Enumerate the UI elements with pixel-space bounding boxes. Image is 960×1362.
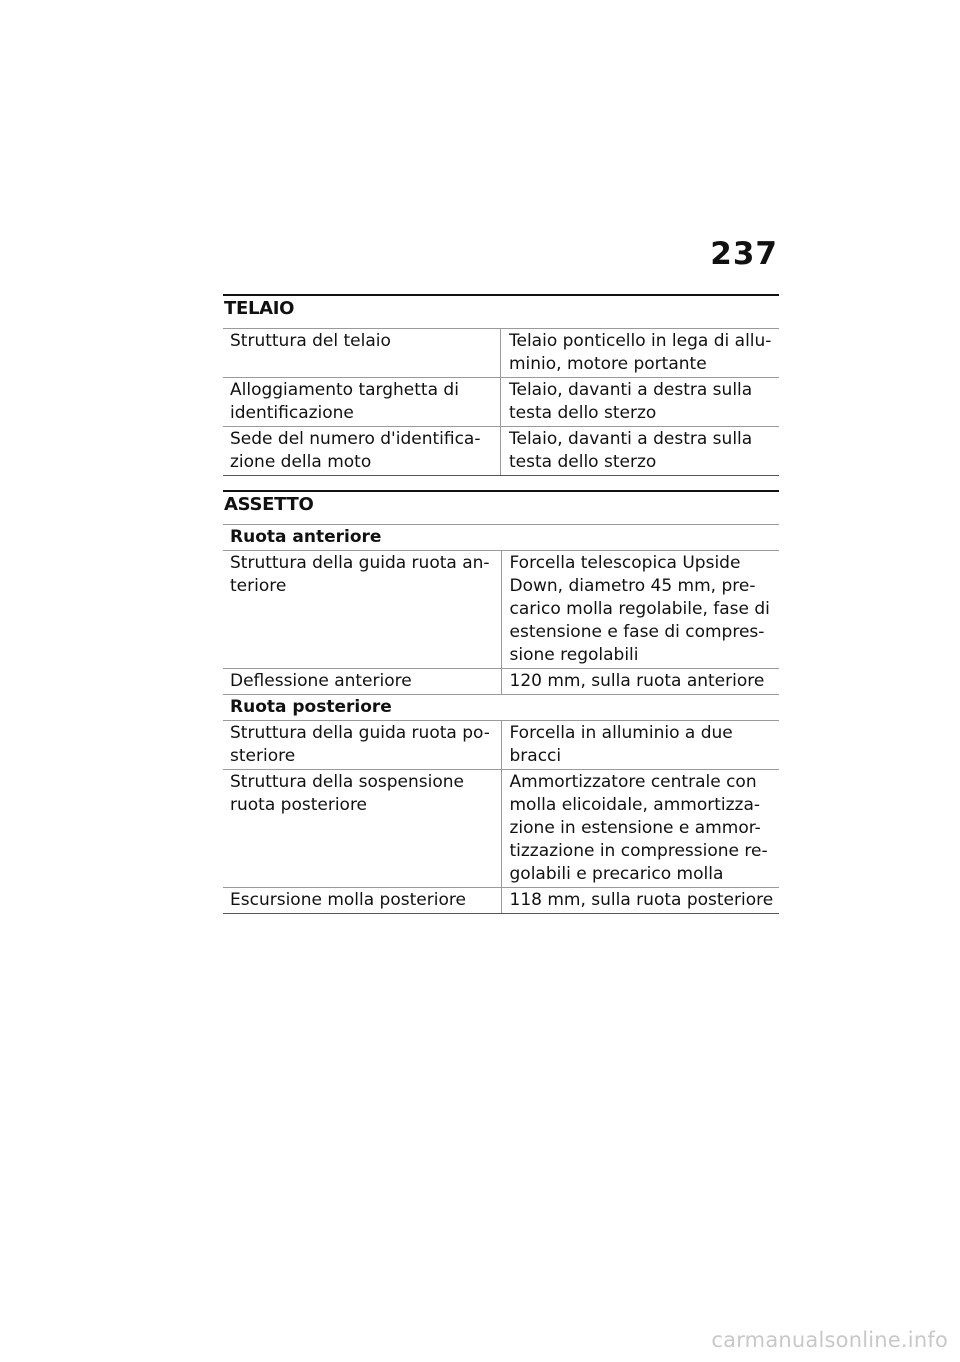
table-subheading-row xyxy=(223,525,779,551)
table-row xyxy=(223,669,779,695)
spec-value: Forcella in alluminio a due bracci xyxy=(501,721,779,770)
subheading-front-wheel: Ruota anteriore xyxy=(223,525,779,551)
table-row xyxy=(223,329,779,378)
spec-value: Telaio, davanti a destra sulla testa dello sterzo xyxy=(501,427,780,476)
spec-value: Telaio, davanti a destra sulla testa dello sterzo xyxy=(501,378,780,427)
section-title-telaio: TELAIO xyxy=(224,298,295,319)
spec-table-assetto xyxy=(223,524,779,914)
subheading-rear-wheel: Ruota posteriore xyxy=(223,695,779,721)
spec-value: 120 mm, sulla ruota anteriore xyxy=(501,669,779,695)
spec-label: Sede del numero d'identifica-zione della moto xyxy=(223,427,501,476)
spec-label: Escursione molla posteriore xyxy=(223,888,501,914)
spec-value: Forcella telescopica Upside Down, diametro 45 mm, pre-carico molla regolabile, fase di estensione e fase di compres-sione regolabili xyxy=(501,551,779,669)
spec-label: Struttura del telaio xyxy=(223,329,501,378)
spec-value: Ammortizzatore centrale con molla elicoidale, ammortizza-zione in estensione e ammor-tizzazione in compressione re-golabili e precarico molla xyxy=(501,770,779,888)
table-row xyxy=(223,888,779,914)
spec-value: Telaio ponticello in lega di allu-minio, motore portante xyxy=(501,329,780,378)
table-row xyxy=(223,721,779,770)
spec-label: Alloggiamento targhetta di identificazione xyxy=(223,378,501,427)
spec-label: Struttura della sospensione ruota posteriore xyxy=(223,770,501,888)
table-row xyxy=(223,378,779,427)
table-row xyxy=(223,551,779,669)
table-subheading-row xyxy=(223,695,779,721)
page-number: 237 xyxy=(710,236,778,272)
table-row xyxy=(223,770,779,888)
section-title-assetto: ASSETTO xyxy=(224,494,314,515)
spec-label: Struttura della guida ruota an-teriore xyxy=(223,551,501,669)
spec-label: Deflessione anteriore xyxy=(223,669,501,695)
spec-value: 118 mm, sulla ruota posteriore xyxy=(501,888,779,914)
spec-label: Struttura della guida ruota po-steriore xyxy=(223,721,501,770)
watermark-text[interactable]: carmanualsonline.info xyxy=(711,1328,948,1352)
spec-table-telaio xyxy=(223,328,779,476)
section-divider xyxy=(223,490,779,492)
section-divider xyxy=(223,294,779,296)
table-row xyxy=(223,427,779,476)
